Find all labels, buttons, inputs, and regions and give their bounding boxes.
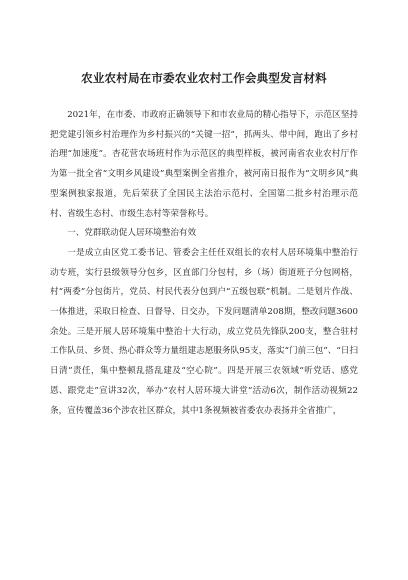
section-heading: 一、党群联动促人居环境整治有效 bbox=[67, 228, 197, 239]
intro-paragraph: 2021年，在市委、市政府正确领导下和市农业局的精心指导下，示范区坚持把党建引领乡村治理作为乡村振兴的“关键一招”，抓两头、带中间，跑出了乡村治理“加速度”。杏花营农场班村作为示范区的典型样板，被河南省农业农村厅作为第一批全省“文明乡风建设”典型案例全省推介，被河南日报作为“文明乡风”典型案例独家报道，先后荣获了全国民主法治示范村、全国第二批乡村治理示范村、省级生态村、市级生态村等荣誉称号。 bbox=[50, 110, 358, 219]
document-title: 农业农村局在市委农业农村工作会典型发言材料 bbox=[81, 71, 327, 85]
section-paragraph: 一是成立由区党工委书记、管委会主任任双组长的农村人居环境集中整治行动专班，实行县级领导分包乡，区直部门分包村，乡（场）街道班子分包网格，村“两委”分包街片，党员、村民代表分包到户“五级包联”机制。二是划片作战、一体推进，采取日检查、日督导、日交办，下发问题清单208期，整改问题3600余处。三是开展人居环境集中整治十大行动，成立党员先锋队200支，整合驻村工作队员、乡贤、热心群众等力量组建志愿服务队95支，落实“门前三包”、“日扫日清”责任，集中整顿乱搭乱建及“空心院”。四是开展三农领域“听党话、感党恩、跟党走”宣讲32次，举办“农村人居环境大讲堂”活动6次，制作活动视频22条，宣传覆盖36个涉农社区群众，其中1条视频被省委农办表扬并全省推广， bbox=[50, 247, 358, 416]
document-body bbox=[50, 106, 358, 421]
